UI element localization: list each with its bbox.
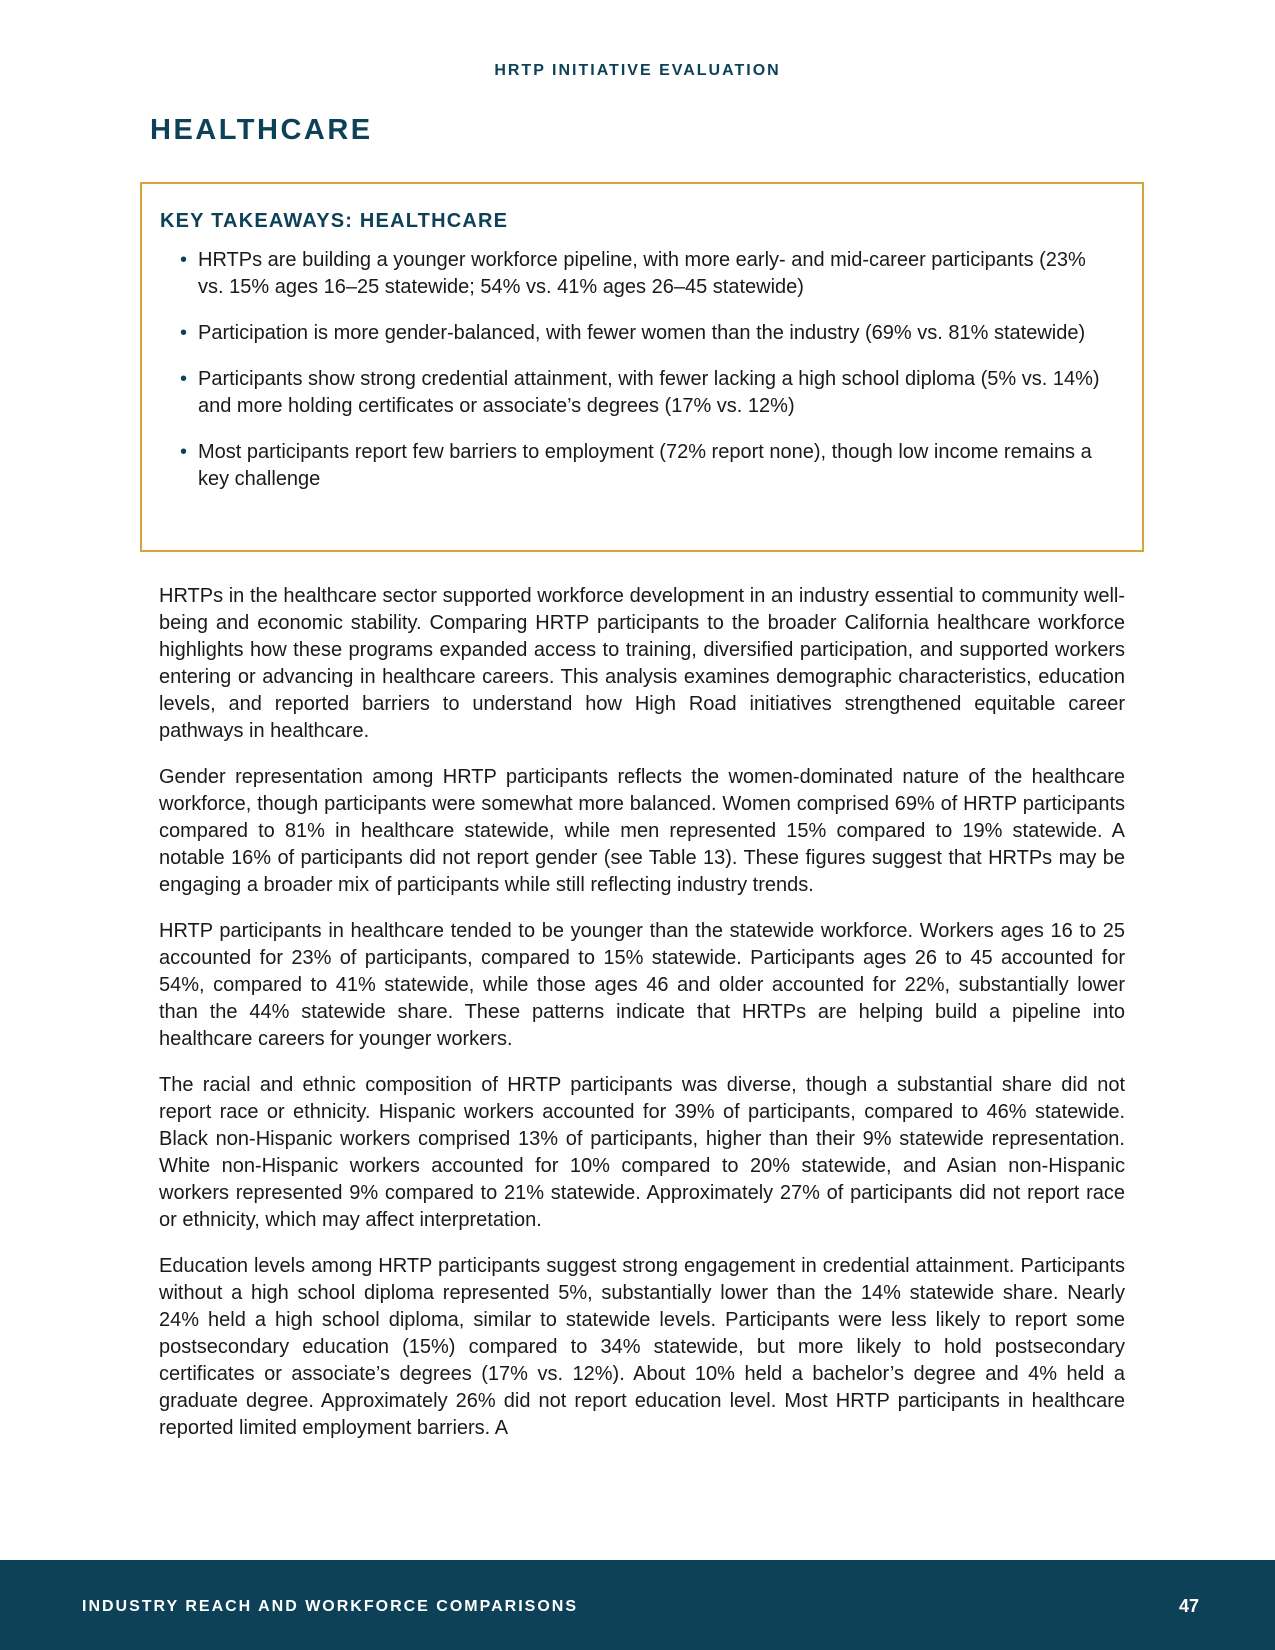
takeaway-text: Participants show strong credential attainment, with fewer lacking a high school diploma (5% vs. 14%) and more holding certificates or associate’s degrees (17% vs. 12%): [198, 368, 1100, 417]
running-header: HRTP INITIATIVE EVALUATION: [494, 62, 781, 79]
footer-section-label: INDUSTRY REACH AND WORKFORCE COMPARISONS: [82, 1598, 579, 1615]
page-number: 47: [1178, 1596, 1199, 1616]
bullet-icon: •: [180, 249, 188, 271]
takeaway-item: [160, 320, 1114, 347]
body-paragraph: HRTP participants in healthcare tended to be younger than the statewide workforce. Workers ages 16 to 25 accounted for 23% of participants, compared to 15% statewide. Participants ages 26 to 45 accounted for 54%, compared to 41% statewide, while those ages 46 and older accounted for 22%, substantially lower than the 44% statewide share. These patterns indicate that HRTPs are helping build a pipeline into healthcare careers for younger workers.: [159, 920, 1125, 1050]
bullet-icon: •: [180, 368, 188, 390]
takeaway-item: [160, 366, 1114, 420]
bullet-icon: •: [180, 322, 188, 344]
key-takeaways-box: [140, 182, 1144, 552]
body-paragraph: Gender representation among HRTP participants reflects the women-dominated nature of the healthcare workforce, though participants were somewhat more balanced. Women comprised 69% of HRTP participants compared to 81% in healthcare statewide, while men represented 15% compared to 19% statewide. A notable 16% of participants did not report gender (see Table 13). These figures suggest that HRTPs may be engaging a broader mix of participants while still reflecting industry trends.: [159, 766, 1125, 896]
key-takeaways-list: [160, 247, 1114, 493]
key-takeaways-title: KEY TAKEAWAYS: HEALTHCARE: [160, 210, 509, 232]
body-paragraph: Education levels among HRTP participants suggest strong engagement in credential attainment. Participants without a high school diploma represented 5%, substantially lower than the 14% statewide share. Nearly 24% held a high school diploma, similar to statewide levels. Participants were less likely to report some postsecondary education (15%) compared to 34% statewide, but more likely to hold postsecondary certificates or associate’s degrees (17% vs. 12%). About 10% held a bachelor’s degree and 4% held a graduate degree. Approximately 26% did not report education level. Most HRTP participants in healthcare reported limited employment barriers. A: [159, 1255, 1125, 1439]
body-paragraph: The racial and ethnic composition of HRTP participants was diverse, though a substantial share did not report race or ethnicity. Hispanic workers accounted for 39% of participants, compared to 46% statewide. Black non-Hispanic workers comprised 13% of participants, higher than their 9% statewide representation. White non-Hispanic workers accounted for 10% compared to 20% statewide, and Asian non-Hispanic workers represented 9% compared to 21% statewide. Approximately 27% of participants did not report race or ethnicity, which may affect interpretation.: [159, 1074, 1125, 1231]
section-title: HEALTHCARE: [150, 114, 373, 146]
body-text: [159, 583, 1125, 1461]
bullet-icon: •: [180, 441, 188, 463]
takeaway-text: HRTPs are building a younger workforce pipeline, with more early- and mid-career participants (23% vs. 15% ages 16–25 statewide; 54% vs. 41% ages 26–45 statewide): [198, 249, 1086, 298]
body-paragraph: HRTPs in the healthcare sector supported workforce development in an industry essential to community well-being and economic stability. Comparing HRTP participants to the broader California healthcare workforce highlights how these programs expanded access to training, diversified participation, and supported workers entering or advancing in healthcare careers. This analysis examines demographic characteristics, education levels, and reported barriers to understand how High Road initiatives strengthened equitable career pathways in healthcare.: [159, 585, 1125, 742]
takeaway-text: Participation is more gender-balanced, with fewer women than the industry (69% vs. 81% statewide): [198, 322, 1086, 344]
takeaway-item: [160, 439, 1114, 493]
takeaway-item: [160, 247, 1114, 301]
page-footer: [0, 1560, 1275, 1650]
takeaway-text: Most participants report few barriers to employment (72% report none), though low income remains a key challenge: [198, 441, 1092, 490]
